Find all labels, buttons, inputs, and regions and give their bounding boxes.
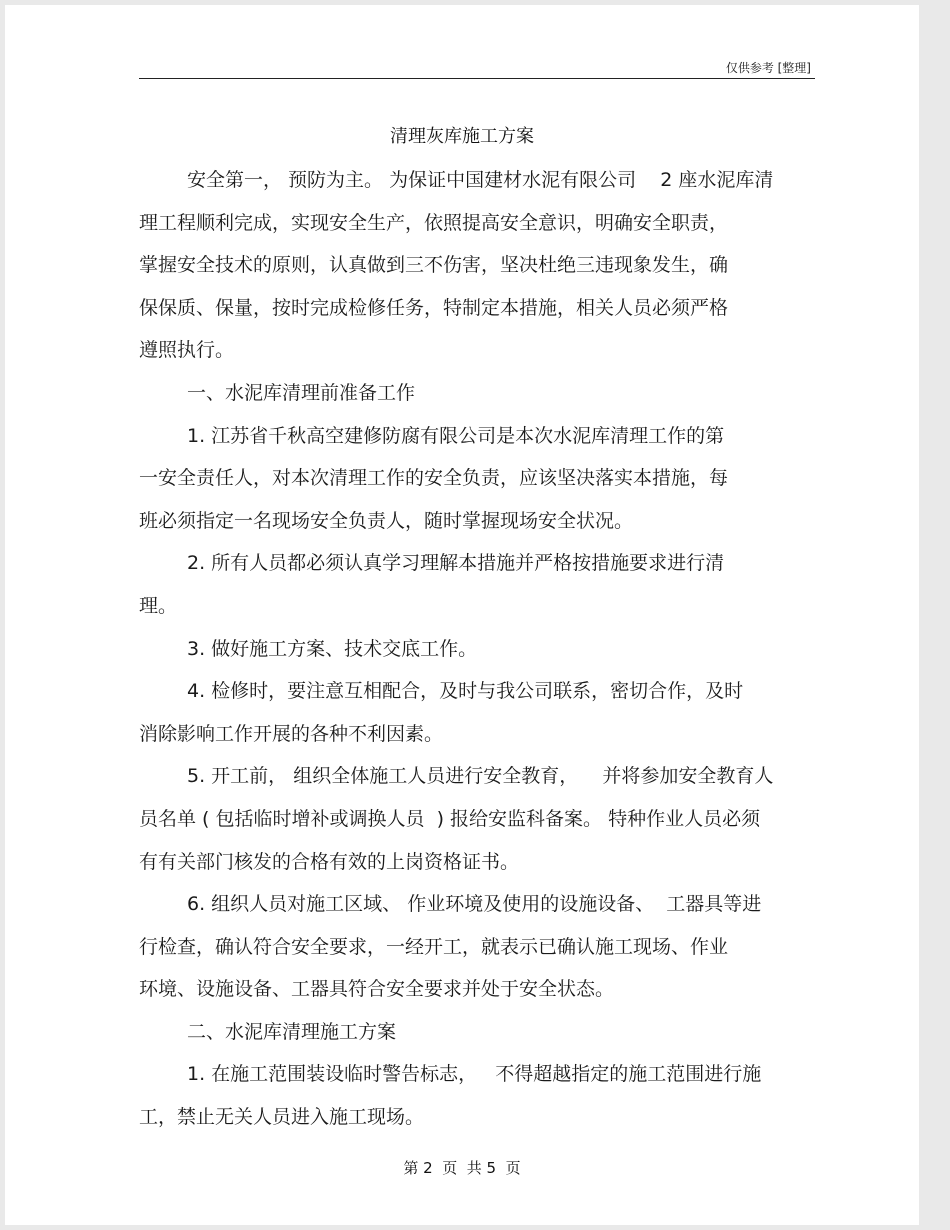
page-number-footer: 第 2 页 共 5 页 bbox=[403, 1159, 521, 1177]
body-line: 4. 检修时，要注意互相配合，及时与我公司联系，密切合作，及时 bbox=[187, 680, 744, 703]
body-line: 掌握安全技术的原则，认真做到三不伤害，坚决杜绝三违现象发生，确 bbox=[139, 254, 729, 277]
document-page bbox=[5, 5, 919, 1225]
body-line: 消除影响工作开展的各种不利因素。 bbox=[139, 722, 444, 745]
body-line: 6. 组织人员对施工区域、 作业环境及使用的设施设备、 工器具等进 bbox=[187, 893, 762, 916]
body-line: 班必须指定一名现场安全负责人，随时掌握现场安全状况。 bbox=[139, 509, 634, 532]
body-line: 5. 开工前， 组织全体施工人员进行安全教育， 并将参加安全教育人 bbox=[187, 765, 774, 788]
document-body bbox=[139, 159, 819, 1139]
body-line: 遵照执行。 bbox=[139, 339, 235, 362]
body-line: 1. 在施工范围装设临时警告标志， 不得超越指定的施工范围进行施 bbox=[187, 1063, 762, 1086]
body-line: 2. 所有人员都必须认真学习理解本措施并严格按措施要求进行清 bbox=[187, 552, 725, 575]
body-line: 理工程顺利完成，实现安全生产，依照提高安全意识，明确安全职责， bbox=[139, 211, 729, 234]
body-line: 有有关部门核发的合格有效的上岗资格证书。 bbox=[139, 850, 520, 873]
section-heading: 一、水泥库清理前准备工作 bbox=[187, 381, 416, 404]
body-line: 环境、设施设备、工器具符合安全要求并处于安全状态。 bbox=[139, 978, 615, 1001]
body-line: 工，禁止无关人员进入施工现场。 bbox=[139, 1106, 425, 1129]
body-line: 一安全责任人，对本次清理工作的安全负责，应该坚决落实本措施，每 bbox=[139, 467, 729, 490]
body-line: 1. 江苏省千秋高空建修防腐有限公司是本次水泥库清理工作的第 bbox=[187, 424, 725, 447]
body-line: 员名单 ( 包括临时增补或调换人员 ) 报给安监科备案。 特种作业人员必须 bbox=[139, 807, 761, 830]
document-title: 清理灰库施工方案 bbox=[390, 126, 534, 147]
body-line: 保保质、保量，按时完成检修任务，特制定本措施，相关人员必须严格 bbox=[139, 296, 729, 319]
body-line: 3. 做好施工方案、技术交底工作。 bbox=[187, 637, 478, 660]
body-line: 行检查，确认符合安全要求，一经开工，就表示已确认施工现场、作业 bbox=[139, 935, 729, 958]
header-divider bbox=[139, 78, 815, 79]
body-line: 安全第一， 预防为主。 为保证中国建材水泥有限公司 2 座水泥库清 bbox=[187, 169, 774, 191]
body-line: 理。 bbox=[139, 594, 178, 617]
section-heading: 二、水泥库清理施工方案 bbox=[187, 1020, 397, 1043]
header-note: 仅供参考 [整理] bbox=[725, 61, 811, 75]
